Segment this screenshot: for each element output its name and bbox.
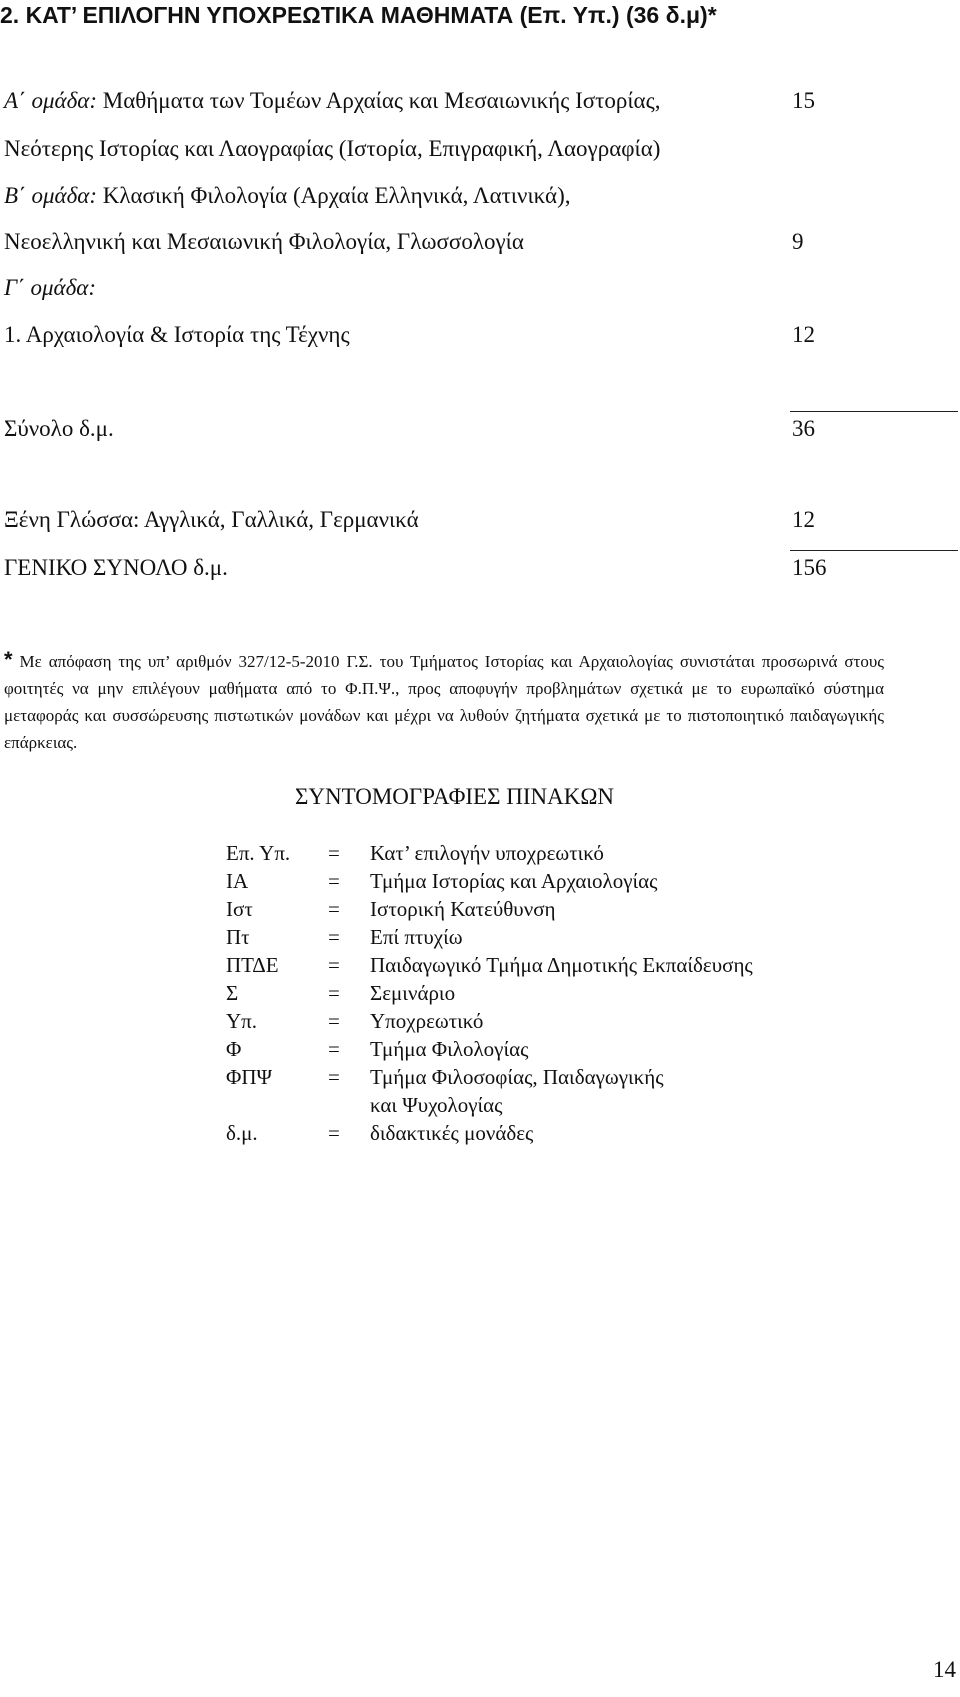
group-b-text-2: Νεοελληνική και Μεσαιωνική Φιλολογία, Γλωσσολογία [4, 229, 524, 254]
abbr-key: Ιστ [226, 897, 253, 921]
group-b-units: 9 [792, 229, 804, 254]
abbr-value: Τμήμα Φιλολογίας [370, 1037, 529, 1061]
footnote-text: Με απόφαση της υπ’ αριθμόν 327/12-5-2010 Γ.Σ. του Τμήματος Ιστορίας και Αρχαιολογίας συνιστάται προσωρινά στους φοιτητές να μην επιλέγουν μαθήματα από το Φ.Π.Ψ., προς αποφυγήν προβλημάτων σχετικά με το ευρωπαϊκό σύστημα μεταφοράς και συσσώρευσης πιστωτικών μονάδων και μέχρι να λυθούν ζητήματα σχετικά με το πιστοποιητικό παιδαγωγικής επάρκειας. [4, 652, 884, 752]
total-rule [790, 550, 958, 551]
group-a-text-1: Μαθήματα των Τομέων Αρχαίας και Μεσαιωνικής Ιστορίας, [97, 88, 661, 113]
abbr-key: ΦΠΨ [226, 1065, 273, 1089]
group-b-text-1: Κλασική Φιλολογία (Αρχαία Ελληνικά, Λατινικά), [97, 183, 571, 208]
abbr-eq: = [328, 897, 340, 921]
abbr-key: ΠΤΔΕ [226, 953, 279, 977]
abbr-eq: = [328, 1121, 340, 1145]
abbr-value: Κατ’ επιλογήν υποχρεωτικό [370, 841, 604, 865]
group-a-text-2: Νεότερης Ιστορίας και Λαογραφίας (Ιστορία, Επιγραφική, Λαογραφία) [4, 136, 661, 161]
abbr-value: Σεμινάριο [370, 981, 456, 1005]
subtotal-units: 36 [792, 416, 815, 441]
abbr-value: Τμήμα Φιλοσοφίας, Παιδαγωγικής [370, 1065, 664, 1089]
abbr-value: Ιστορική Κατεύθυνση [370, 897, 556, 921]
subtotal-label: Σύνολο δ.μ. [4, 416, 114, 441]
grand-total-units: 156 [792, 555, 827, 580]
group-a-label: Α΄ ομάδα: [4, 88, 97, 113]
abbr-value: Παιδαγωγικό Τμήμα Δημοτικής Εκπαίδευσης [370, 953, 753, 977]
footnote-asterisk: * [4, 647, 13, 672]
abbr-eq: = [328, 1065, 340, 1089]
abbreviations-title: ΣΥΝΤΟΜΟΓΡΑΦΙΕΣ ΠΙΝΑΚΩΝ [295, 784, 615, 809]
grand-total-label: ΓΕΝΙΚΟ ΣΥΝΟΛΟ δ.μ. [4, 555, 228, 580]
abbr-key: δ.μ. [226, 1121, 258, 1145]
footnote [4, 646, 884, 756]
foreign-language-label: Ξένη Γλώσσα: Αγγλικά, Γαλλικά, Γερμανικά [4, 507, 419, 532]
abbr-value-continuation: και Ψυχολογίας [370, 1093, 503, 1117]
abbr-key: Φ [226, 1037, 242, 1061]
abbr-value: Επί πτυχίω [370, 925, 463, 949]
group-b-line-1 [4, 181, 571, 211]
group-b-label: Β΄ ομάδα: [4, 183, 97, 208]
abbr-eq: = [328, 1037, 340, 1061]
abbr-eq: = [328, 925, 340, 949]
group-c-units: 12 [792, 322, 815, 347]
subtotal-rule [790, 411, 958, 412]
group-a-units: 15 [792, 88, 815, 113]
abbr-eq: = [328, 981, 340, 1005]
abbr-key: Σ [226, 981, 239, 1005]
abbr-eq: = [328, 953, 340, 977]
group-a-line-1 [4, 86, 660, 116]
abbr-eq: = [328, 1009, 340, 1033]
group-c-label: Γ΄ ομάδα: [4, 275, 97, 300]
abbr-key: Επ. Υπ. [226, 841, 291, 865]
abbr-key: ΙΑ [226, 869, 249, 893]
abbr-value: Τμήμα Ιστορίας και Αρχαιολογίας [370, 869, 658, 893]
abbr-eq: = [328, 869, 340, 893]
section-heading: 2. ΚΑΤ’ ΕΠΙΛΟΓΗΝ ΥΠΟΧΡΕΩΤΙΚΑ ΜΑΘΗΜΑΤΑ (Επ. Υπ.) (36 δ.μ)* [0, 2, 717, 28]
abbr-value: διδακτικές μονάδες [370, 1121, 534, 1145]
page-number: 14 [933, 1657, 956, 1682]
foreign-language-units: 12 [792, 507, 815, 532]
abbr-eq: = [328, 841, 340, 865]
abbr-key: Πτ [226, 925, 250, 949]
group-c-item: 1. Αρχαιολογία & Ιστορία της Τέχνης [4, 322, 350, 347]
group-c-label-line [4, 273, 96, 303]
abbr-key: Υπ. [226, 1009, 258, 1033]
abbr-value: Υποχρεωτικό [370, 1009, 484, 1033]
